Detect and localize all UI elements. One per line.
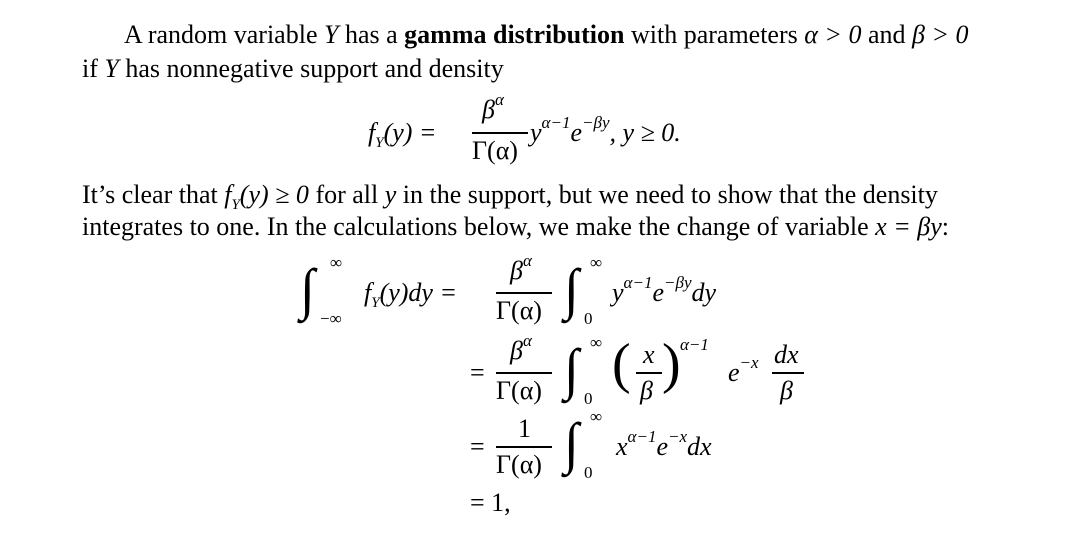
math-condition: , y ≥ 0. (609, 118, 681, 147)
text-span: in the support, but we need to show that the density (396, 180, 938, 209)
integral-lower-limit: 0 (584, 309, 593, 328)
math-e: e (652, 278, 664, 307)
math-superscript: −βy (664, 273, 692, 292)
math-arg: (y) ≥ 0 (239, 180, 309, 209)
text-span: has a (338, 20, 405, 49)
math-subscript: Y (371, 295, 380, 311)
math-y: y (384, 180, 397, 209)
fraction-denominator: Γ(α) (496, 450, 542, 479)
math-superscript: −βy (582, 113, 610, 132)
text-span: with parameters (624, 20, 805, 49)
fraction-denominator (496, 296, 542, 326)
paragraph-1-line-2 (82, 54, 504, 84)
math-beta: β (640, 376, 653, 405)
density-rhs (530, 113, 681, 151)
fraction-bar (496, 292, 552, 294)
math-gamma-alpha: Γ(α) (496, 376, 542, 405)
paragraph-2-line-1 (82, 180, 938, 214)
term-gamma-distribution: gamma distribution (404, 20, 625, 49)
math-beta-condition: β > 0 (912, 20, 969, 49)
integral-sign: ∫ (300, 257, 315, 321)
math-superscript: α−1 (541, 113, 571, 132)
integral-upper-limit: ∞ (330, 253, 343, 272)
equals-sign: = (470, 432, 485, 461)
fraction-bar (496, 446, 552, 448)
math-exponent: α−1 (680, 335, 709, 354)
fraction-bar (496, 372, 552, 374)
derivation-row-4 (470, 488, 511, 518)
math-superscript: α (522, 331, 532, 350)
math-x: x (616, 432, 628, 461)
math-arg: (y)dy = (379, 278, 458, 307)
fraction-bar (636, 372, 662, 374)
text-span: A random variable (124, 20, 324, 49)
integral-lower-limit: 0 (584, 463, 593, 482)
equals-sign: = (470, 358, 485, 387)
math-change-of-variable: x = βy (875, 212, 942, 241)
math-var-Y: Y (104, 54, 119, 83)
result-text: = 1, (470, 488, 511, 517)
density-numerator (482, 90, 504, 128)
fraction-bar (772, 372, 804, 374)
integral-upper-limit: ∞ (590, 407, 603, 426)
math-superscript: α−1 (627, 427, 657, 446)
math-beta: β (780, 376, 793, 405)
integral-lower-limit: 0 (584, 389, 593, 408)
density-lhs (368, 118, 436, 152)
math-e: e (656, 432, 668, 461)
text-span: has nonnegative support and density (118, 54, 504, 83)
integral-upper-limit: ∞ (590, 333, 603, 352)
math-arg: (y) = (383, 118, 437, 147)
math-f: f (368, 118, 376, 147)
paragraph-2-line-2 (82, 212, 949, 242)
integrand (616, 427, 712, 465)
integrand-lhs (364, 278, 457, 312)
math-beta: β (510, 336, 523, 365)
math-e: e (728, 358, 740, 387)
math-beta: β (482, 95, 495, 124)
math-dx: dx (774, 340, 799, 369)
text-span: integrates to one. In the calculations below, we make the change of variable (82, 212, 876, 241)
right-paren: ) (662, 333, 681, 395)
text-span: if (82, 54, 105, 83)
text-span: for all (308, 180, 385, 209)
fraction-numerator: 1 (518, 414, 531, 443)
integrand-rhs (612, 273, 717, 311)
math-x: x (643, 340, 655, 369)
math-e: e (570, 118, 582, 147)
integral-sign: ∫ (564, 337, 579, 401)
math-superscript: −x (668, 427, 688, 446)
integral-sign: ∫ (564, 411, 579, 475)
math-alpha-condition: α > 0 (804, 20, 862, 49)
math-dy: dy (691, 278, 717, 307)
integral-upper-limit: ∞ (590, 253, 603, 272)
math-f: f (224, 180, 232, 209)
math-y: y (530, 118, 542, 147)
math-superscript: α (494, 90, 504, 109)
paragraph-1-line-1 (124, 20, 969, 50)
math-subscript: Y (375, 135, 384, 151)
text-span: : (941, 212, 949, 241)
exp-term (728, 353, 759, 391)
text-span: and (861, 20, 912, 49)
fraction-denominator (496, 376, 542, 406)
fraction-numerator (510, 331, 532, 369)
math-gamma-alpha: Γ(α) (496, 296, 542, 325)
math-var-Y: Y (324, 20, 339, 49)
math-subscript: Y (231, 197, 240, 213)
math-f: f (364, 278, 372, 307)
math-beta: β (510, 256, 523, 285)
math-superscript: α (522, 251, 532, 270)
math-dx: dx (687, 432, 712, 461)
math-gamma-alpha: Γ(α) (472, 136, 518, 165)
fraction-numerator (510, 251, 532, 289)
density-denominator (472, 136, 518, 166)
math-superscript: α−1 (623, 273, 653, 292)
integral-sign: ∫ (564, 257, 579, 321)
integral-lower-limit: −∞ (320, 309, 342, 328)
math-superscript: −x (739, 353, 759, 372)
fraction-bar (472, 132, 528, 134)
left-paren: ( (612, 333, 631, 395)
math-y: y (612, 278, 624, 307)
text-span: It’s clear that (82, 180, 225, 209)
